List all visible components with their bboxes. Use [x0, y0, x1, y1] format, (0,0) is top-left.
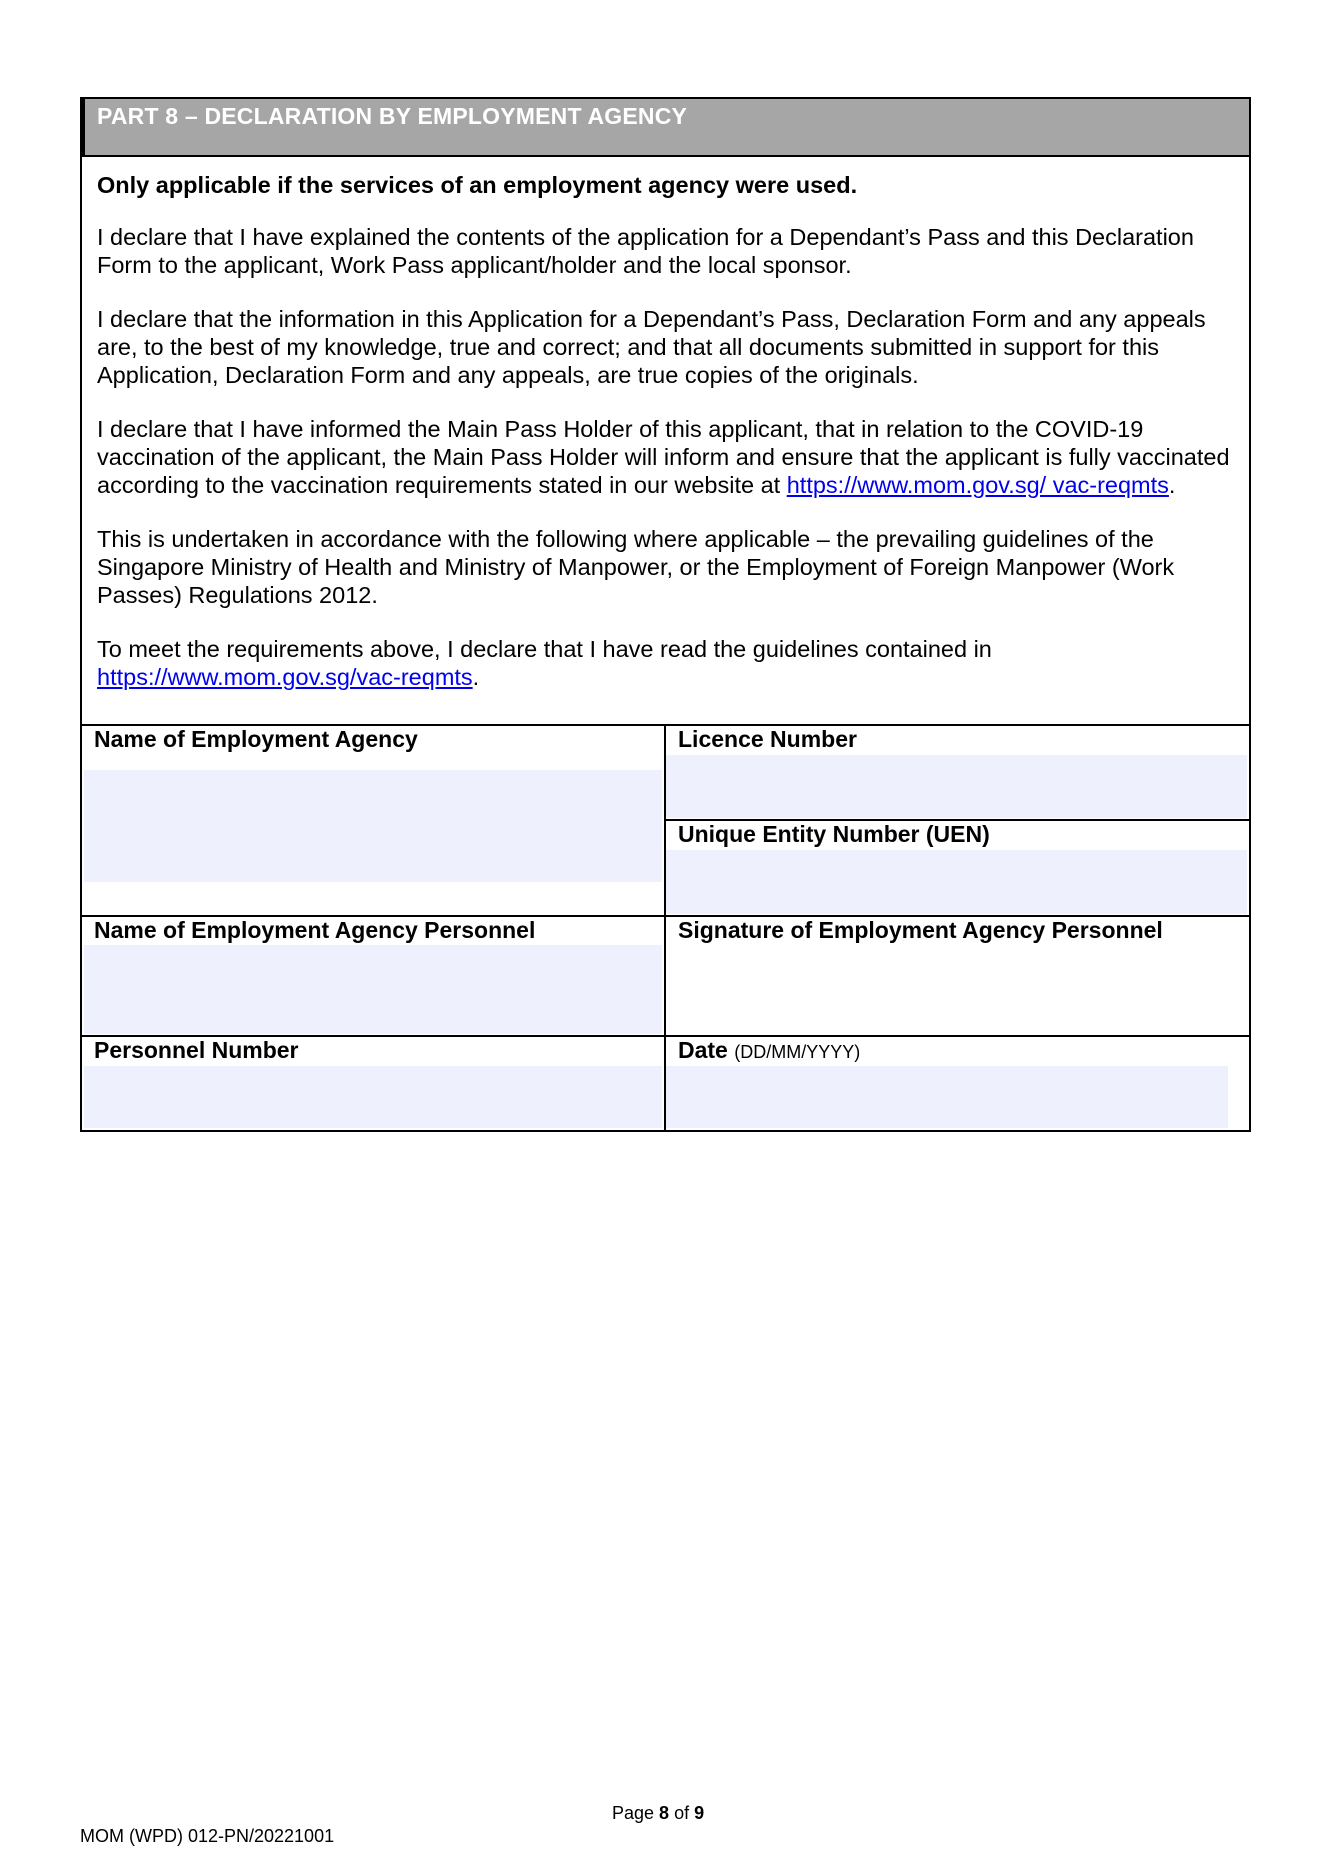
personnel-name-label: Name of Employment Agency Personnel — [94, 917, 536, 943]
date-format-hint: (DD/MM/YYYY) — [734, 1042, 861, 1062]
guidelines-text-end: . — [472, 664, 480, 690]
agency-name-field[interactable] — [84, 770, 662, 882]
declaration-body — [97, 171, 1237, 691]
page-total: 9 — [694, 1803, 705, 1823]
uen-label: Unique Entity Number (UEN) — [678, 821, 990, 847]
page-middle: of — [669, 1803, 695, 1823]
page-prefix: Page — [612, 1803, 660, 1823]
declaration-paragraph-explained: I declare that I have explained the contents of the application for a Dependant’s Pass and this Declaration Form to the applicant, Work Pass applicant/holder and the local sponsor. — [97, 224, 1194, 278]
personnel-number-label: Personnel Number — [94, 1037, 299, 1063]
declaration-paragraph-vaccination — [97, 415, 1237, 499]
section-title: PART 8 – DECLARATION BY EMPLOYMENT AGENCY — [97, 103, 688, 129]
uen-field[interactable] — [666, 850, 1247, 914]
personnel-number-field[interactable] — [84, 1066, 662, 1128]
guidelines-text: To meet the requirements above, I declare that I have read the guidelines contained in — [97, 636, 992, 662]
signature-area[interactable] — [666, 945, 1247, 1034]
page-number — [612, 1803, 704, 1824]
date-field[interactable] — [666, 1066, 1228, 1128]
page-current: 8 — [659, 1803, 670, 1823]
vaccination-requirements-link[interactable]: https://www.mom.gov.sg/ vac-reqmts — [786, 472, 1169, 498]
declaration-form-part8 — [80, 97, 1251, 1132]
agency-name-label: Name of Employment Agency — [94, 726, 418, 752]
licence-number-field[interactable] — [666, 755, 1247, 818]
declaration-paragraph-guidelines — [97, 635, 1237, 691]
personnel-name-field[interactable] — [84, 945, 662, 1034]
date-label-text: Date — [678, 1037, 728, 1063]
declaration-paragraph-true-correct: I declare that the information in this Application for a Dependant’s Pass, Declaration Form and any appeals are, to the best of my knowledge, true and correct; and that all documents submitted in support for this Application, Declaration Form and any appeals, are true copies of the originals. — [97, 306, 1206, 388]
form-code: MOM (WPD) 012-PN/20221001 — [80, 1826, 335, 1846]
date-label — [678, 1036, 860, 1066]
guidelines-link[interactable]: https://www.mom.gov.sg/vac-reqmts — [97, 664, 473, 690]
applicability-note: Only applicable if the services of an employment agency were used. — [97, 172, 858, 198]
vaccination-text: I declare that I have informed the Main Pass Holder of this applicant, that in relation to the COVID-19 vaccination of the applicant, the Main Pass Holder will inform and ensure that the applicant is fully vaccinated according to the vaccination requirements stated in our website at — [97, 416, 1230, 498]
vaccination-text-end: . — [1168, 472, 1176, 498]
declaration-paragraph-regulations: This is undertaken in accordance with the following where applicable – the prevailing guidelines of the Singapore Ministry of Health and Ministry of Manpower, or the Employment of Foreign Manpower (Work Passes) Regulations 2012. — [97, 526, 1175, 608]
section-header — [82, 99, 1249, 157]
licence-number-label: Licence Number — [678, 726, 857, 752]
signature-label: Signature of Employment Agency Personnel — [678, 917, 1163, 943]
